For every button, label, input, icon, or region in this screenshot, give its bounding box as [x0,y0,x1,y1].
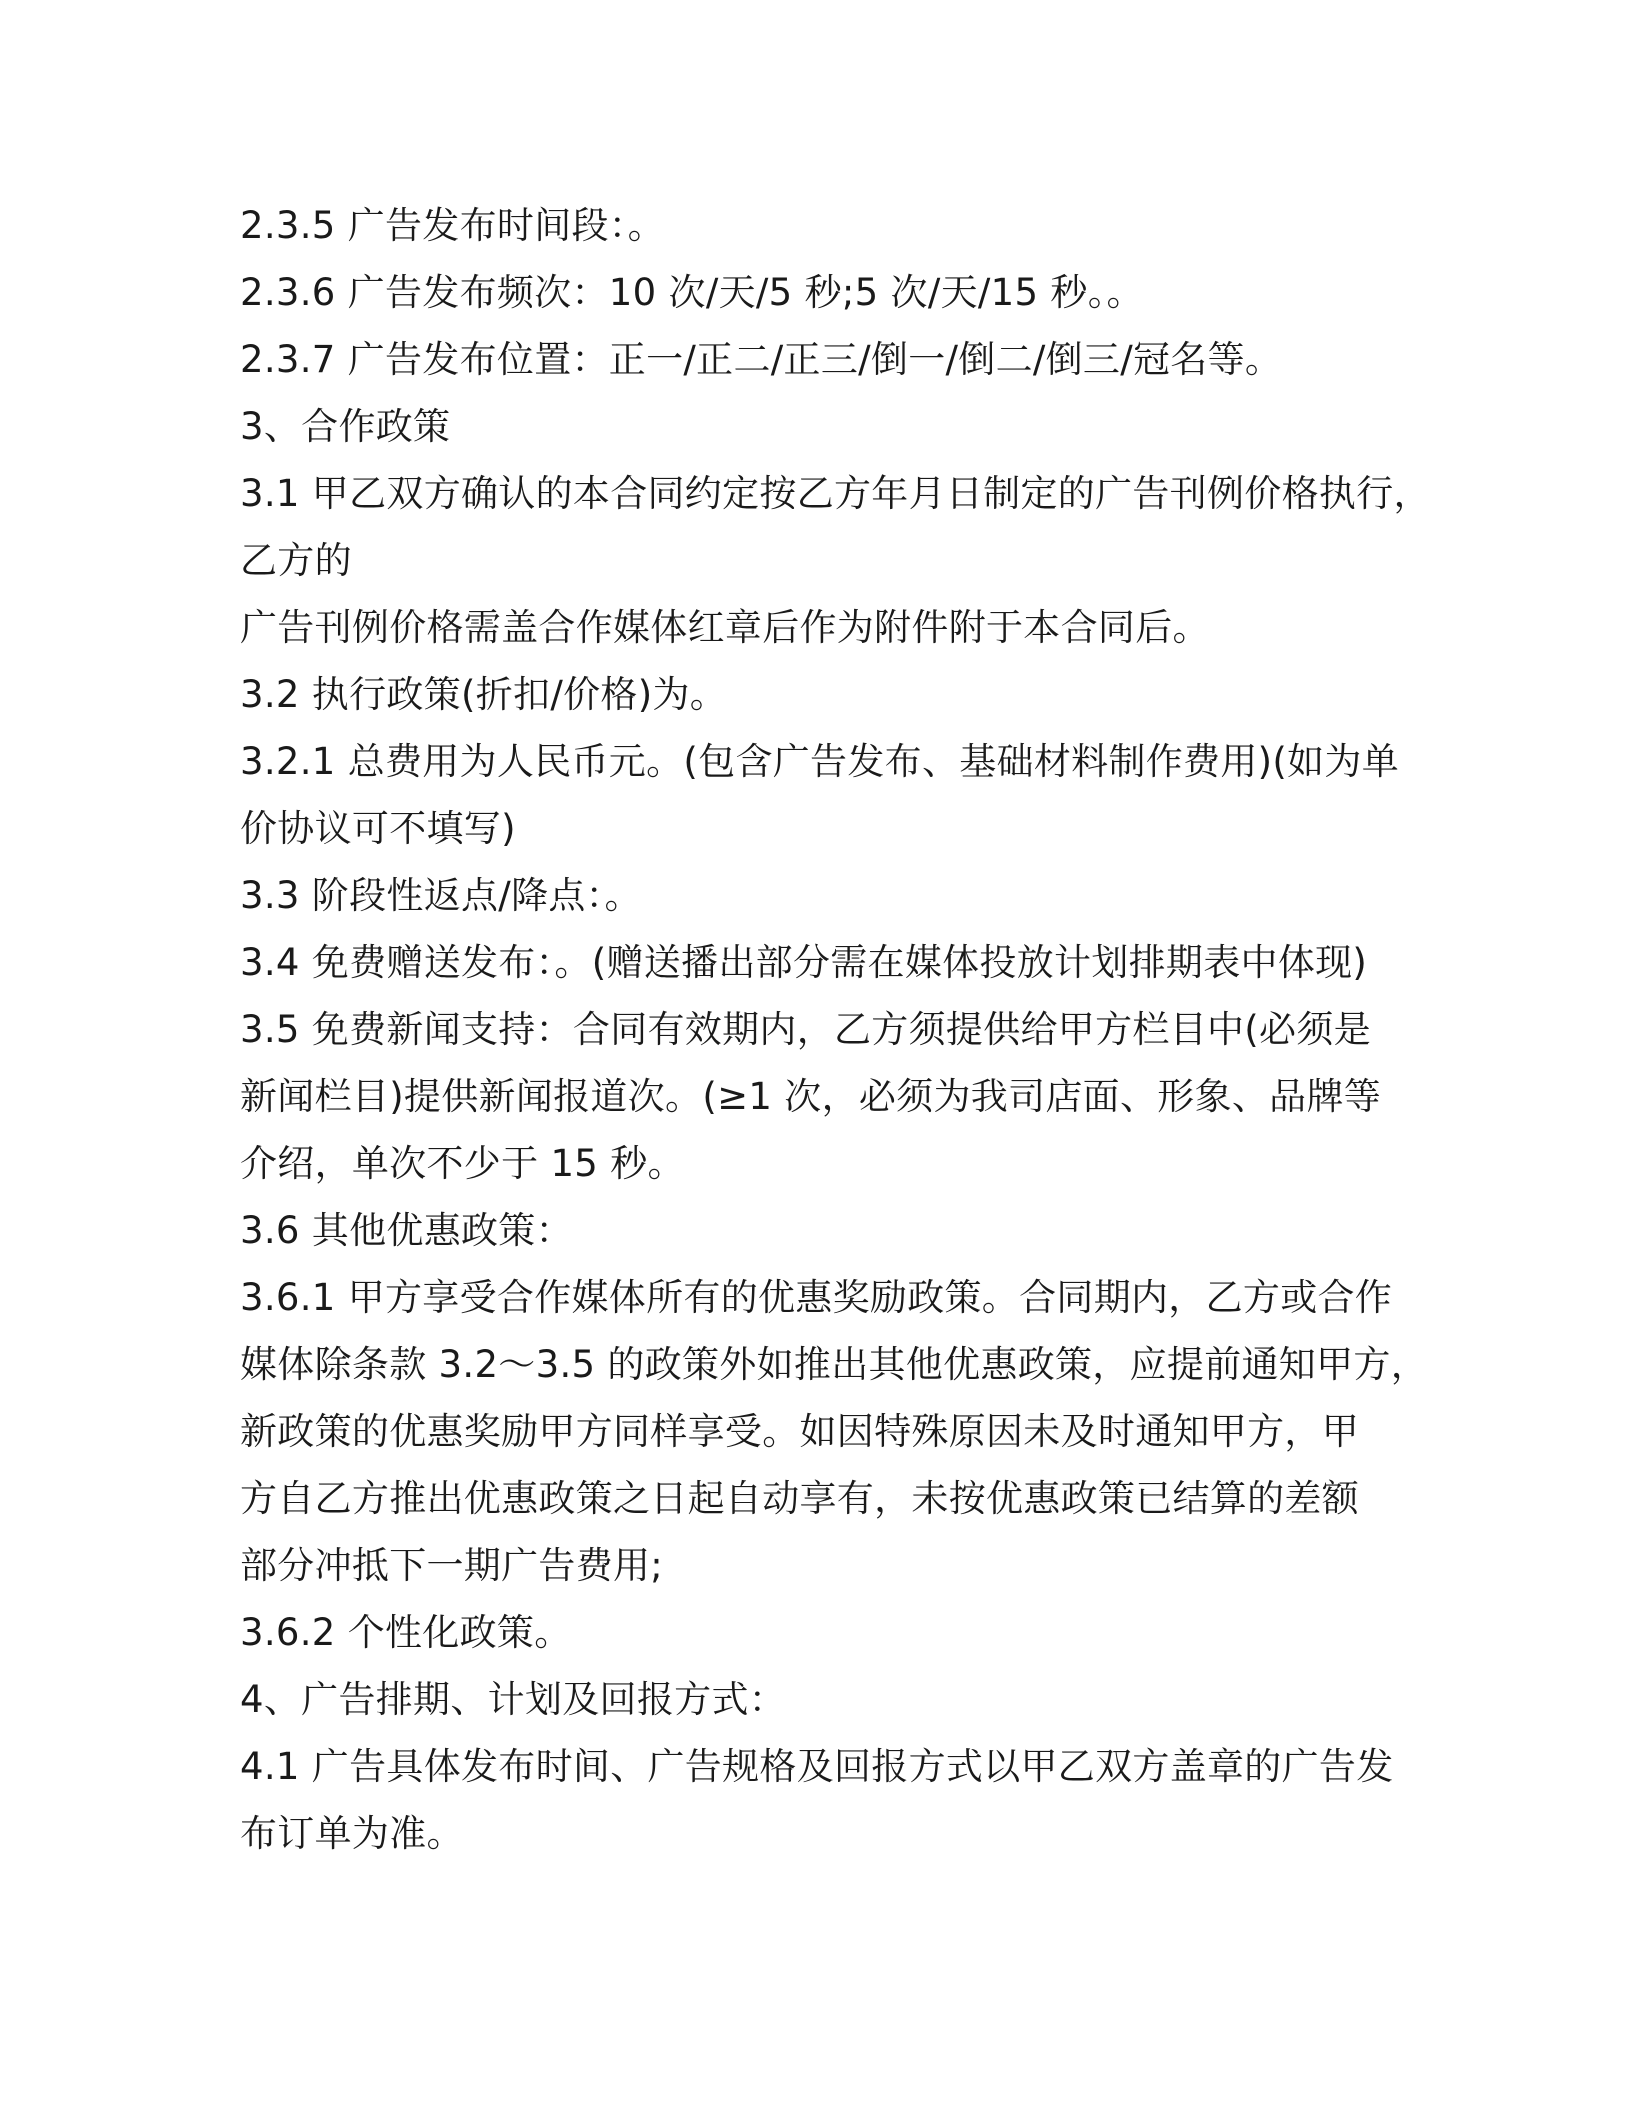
clause-3-5-line-3: 介绍，单次不少于 15 秒。 [240,1142,685,1185]
clause-3-6-1-line-2: 媒体除条款 3.2～3.5 的政策外如推出其他优惠政策，应提前通知甲方， [240,1343,1429,1386]
clause-4-1-line-1: 4.1 广告具体发布时间、广告规格及回报方式以甲乙双方盖章的广告发 [240,1745,1394,1788]
clause-4-1-line-2: 布订单为准。 [240,1812,464,1855]
section-3-heading: 3、合作政策 [240,405,451,448]
clause-3-6-1-line-1: 3.6.1 甲方享受合作媒体所有的优惠奖励政策。合同期内，乙方或合作 [240,1276,1393,1319]
clause-2-3-5: 2.3.5 广告发布时间段：。 [240,204,665,247]
clause-2-3-6: 2.3.6 广告发布频次：10 次/天/5 秒;5 次/天/15 秒。。 [240,271,1144,314]
section-4-heading: 4、广告排期、计划及回报方式： [240,1678,787,1721]
clause-3-5-line-1: 3.5 免费新闻支持：合同有效期内，乙方须提供给甲方栏目中(必须是 [240,1008,1371,1051]
clause-3-6-1-line-5: 部分冲抵下一期广告费用; [240,1544,664,1587]
clause-3-6-2: 3.6.2 个性化政策。 [240,1611,572,1654]
document-body [240,192,1430,1867]
clause-3-2-1-line-2: 价协议可不填写) [240,807,516,850]
clause-3-3: 3.3 阶段性返点/降点：。 [240,874,642,917]
clause-3-6-1-line-3: 新政策的优惠奖励甲方同样享受。如因特殊原因未及时通知甲方，甲 [240,1410,1359,1453]
clause-2-3-7: 2.3.7 广告发布位置：正一/正二/正三/倒一/倒二/倒三/冠名等。 [240,338,1283,381]
clause-3-4: 3.4 免费赠送发布：。(赠送播出部分需在媒体投放计划排期表中体现) [240,941,1368,984]
clause-3-1-line-2: 乙方的 [240,539,352,582]
clause-3-1-line-1: 3.1 甲乙双方确认的本合同约定按乙方年月日制定的广告刊例价格执行， [240,472,1431,515]
clause-3-5-line-2: 新闻栏目)提供新闻报道次。(≥1 次，必须为我司店面、形象、品牌等 [240,1075,1382,1118]
clause-3-2-1-line-1: 3.2.1 总费用为人民币元。(包含广告发布、基础材料制作费用)(如为单 [240,740,1400,783]
clause-3-6-1-line-4: 方自乙方推出优惠政策之日起自动享有，未按优惠政策已结算的差额 [240,1477,1359,1520]
clause-3-2: 3.2 执行政策(折扣/价格)为。 [240,673,728,716]
clause-3-1-line-3: 广告刊例价格需盖合作媒体红章后作为附件附于本合同后。 [240,606,1210,649]
clause-3-6: 3.6 其他优惠政策： [240,1209,573,1252]
